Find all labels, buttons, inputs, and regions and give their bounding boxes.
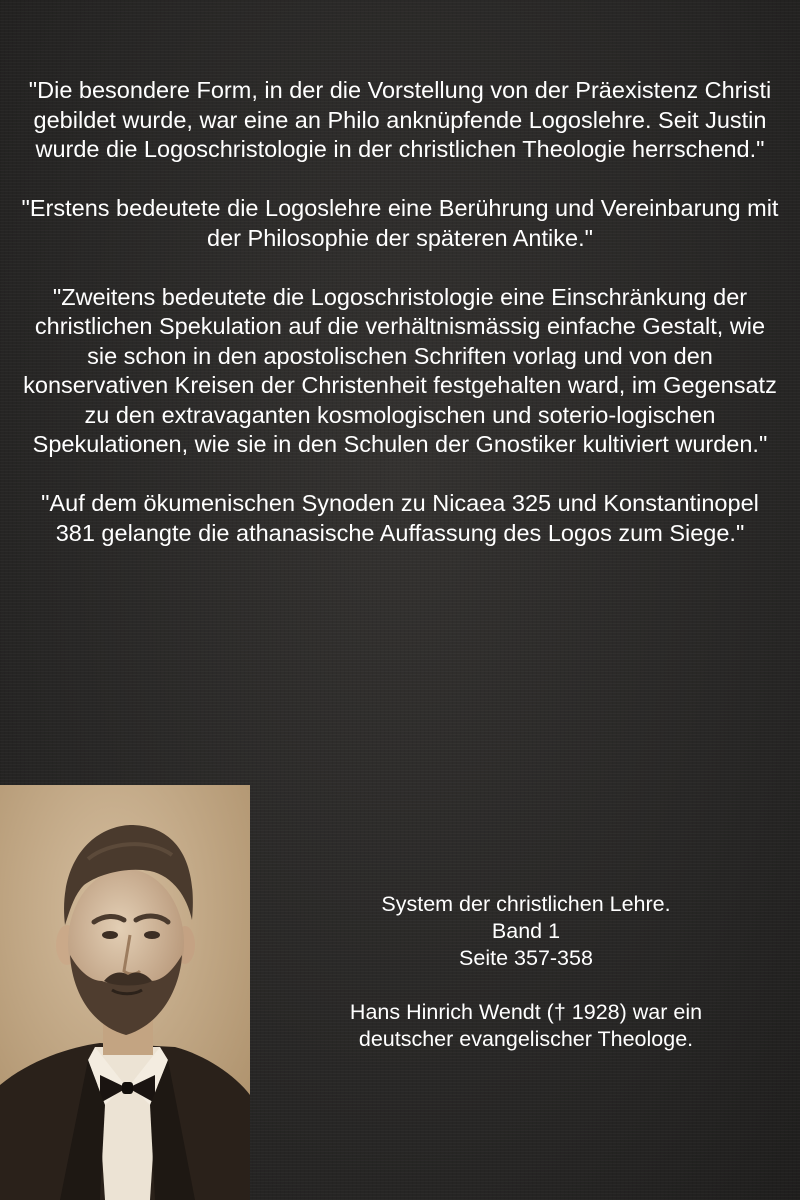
portrait-illustration [0, 785, 250, 1200]
quote-paragraph-3: "Zweitens bedeutete die Logoschristologie eine Einschränkung der christlichen Spekulation auf die verhältnismässig einfache Gestalt, wie sie schon in den apostolischen Schriften vorlag und von den konservativen Kreisen der Christenheit festgehalten ward, im Gegensatz zu den extravaganten kosmologischen und soterio-logischen Spekulationen, wie sie in den Schulen der Gnostiker kultiviert wurden." [23, 283, 777, 457]
quote-paragraph-2: "Erstens bedeutete die Logoslehre eine Berührung und Vereinbarung mit der Philosophie der späteren Antike." [21, 195, 779, 251]
book-pages: Seite 357-358 [459, 946, 593, 970]
spacer [262, 972, 790, 999]
author-portrait-photo [0, 785, 250, 1200]
author-note-line-1: Hans Hinrich Wendt († 1928) war ein [349, 1000, 703, 1024]
book-title: System der christlichen Lehre. [381, 892, 671, 916]
author-note-line-2: deutscher evangelischer Theologe. [358, 1027, 694, 1051]
book-volume: Band 1 [491, 919, 561, 943]
quote-block [20, 76, 780, 578]
quote-paragraph-4: "Auf dem ökumenischen Synoden zu Nicaea 325 und Konstantinopel 381 gelangte die athanasische Auffassung des Logos zum Siege." [41, 490, 759, 546]
quote-paragraph-1: "Die besondere Form, in der die Vorstellung von der Präexistenz Christi gebildet wurde, war eine an Philo anknüpfende Logoslehre. Seit Justin wurde die Logoschristologie in der christlichen Theologie herrschend." [28, 77, 772, 162]
citation-block [262, 891, 790, 1053]
